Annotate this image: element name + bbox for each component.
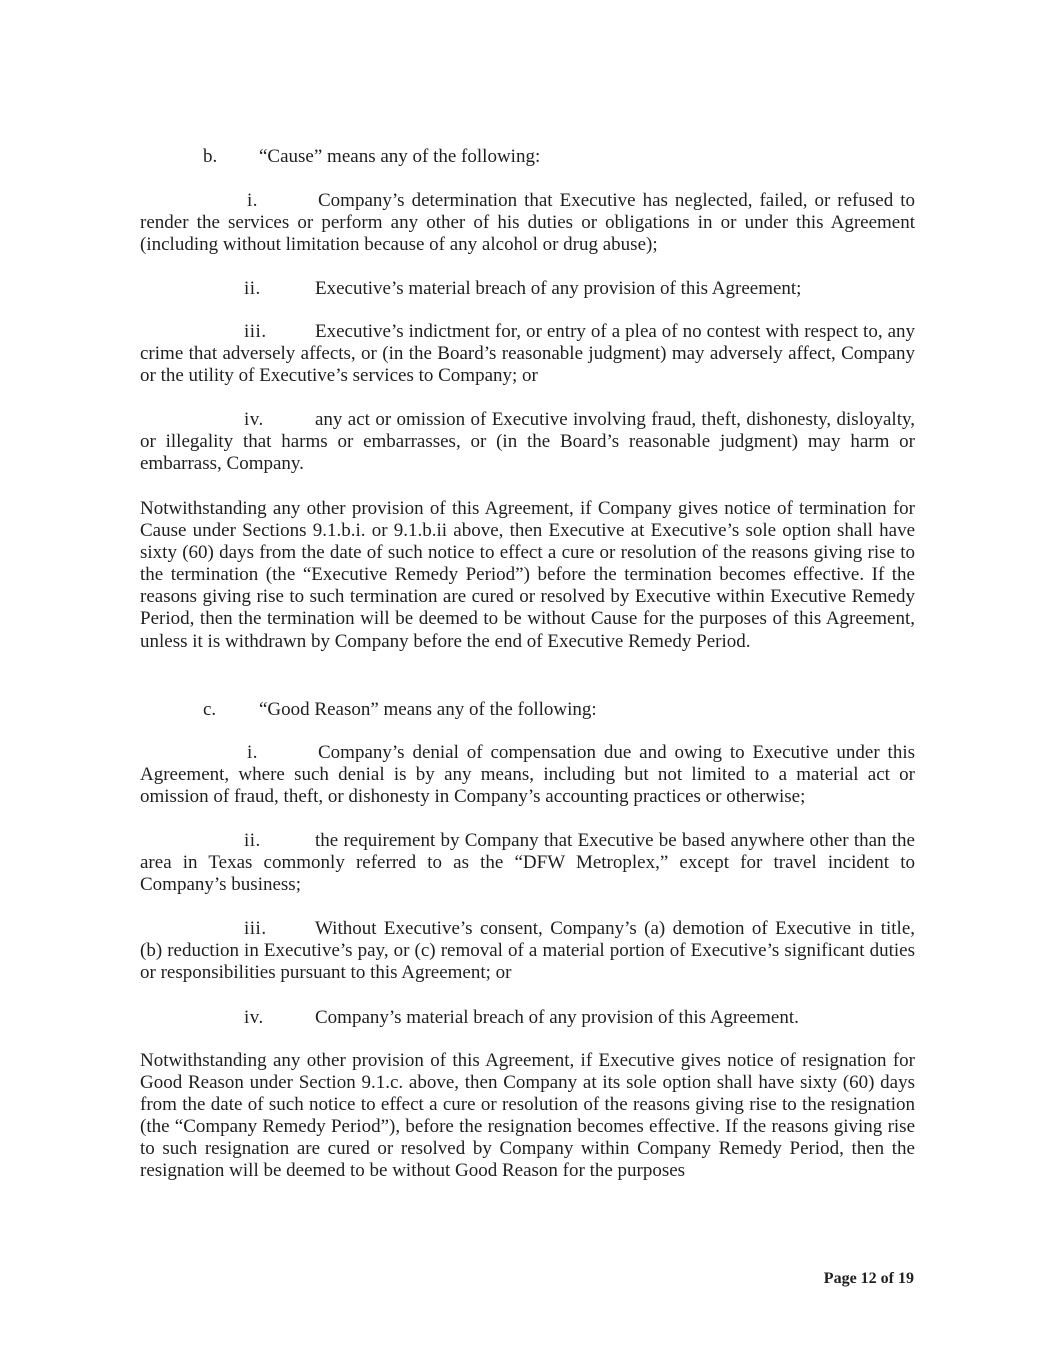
section-heading-text: “Cause” means any of the following:: [259, 146, 541, 167]
good-reason-item-3: [140, 918, 915, 984]
item-number: iii.: [244, 918, 267, 939]
item-number: iv.: [244, 409, 264, 430]
cause-notwithstanding-paragraph: Notwithstanding any other provision of this Agreement, if Company gives notice of termination for Cause under Sections 9.1.b.i. or 9.1.b.ii above, then Executive at Executive’s sole option shall have sixty (60) days from the date of such notice to effect a cure or resolution of the reasons giving rise to the termination (the “Executive Remedy Period”) before the termination becomes effective. If the reasons giving rise to such termination are cured or resolved by Executive within Executive Remedy Period, then the termination will be deemed to be without Cause for the purposes of this Agreement, unless it is withdrawn by Company before the end of Executive Remedy Period.: [140, 498, 915, 652]
item-number: i.: [247, 742, 259, 763]
item-text: Company’s determination that Executive has neglected, failed, or refused to render the services or perform any other of his duties or obligations in or under this Agreement (including without limitation because of any alcohol or drug abuse);: [140, 190, 915, 255]
item-number: iii.: [244, 321, 267, 342]
item-text: Without Executive’s consent, Company’s (a) demotion of Executive in title, (b) reduction in Executive’s pay, or (c) removal of a material portion of Executive’s significant duties or responsibilities pursuant to this Agreement; or: [140, 918, 915, 983]
item-number: ii.: [244, 830, 261, 851]
cause-item-2: [140, 278, 915, 300]
cause-item-3: [140, 321, 915, 387]
section-heading-good-reason: [203, 699, 597, 721]
section-marker: b.: [203, 146, 218, 167]
item-number: i.: [247, 190, 259, 211]
section-marker: c.: [203, 699, 217, 720]
item-text: any act or omission of Executive involving fraud, theft, dishonesty, disloyalty, or illegality that harms or embarrasses, or (in the Board’s reasonable judgment) may harm or embarrass, Company.: [140, 409, 915, 474]
item-text: Company’s denial of compensation due and owing to Executive under this Agreement, where such denial is by any means, including but not limited to a material act or omission of fraud, theft, or dishonesty in Company’s accounting practices or otherwise;: [140, 742, 915, 807]
cause-item-1: [140, 190, 915, 256]
item-number: iv.: [244, 1007, 264, 1028]
item-number: ii.: [244, 278, 261, 299]
good-reason-item-1: [140, 742, 915, 808]
item-text: the requirement by Company that Executive be based anywhere other than the area in Texas commonly referred to as the “DFW Metroplex,” except for travel incident to Company’s business;: [140, 830, 915, 895]
good-reason-notwithstanding-paragraph: Notwithstanding any other provision of this Agreement, if Executive gives notice of resignation for Good Reason under Section 9.1.c. above, then Company at its sole option shall have sixty (60) days from the date of such notice to effect a cure or resolution of the reasons giving rise to the resignation (the “Company Remedy Period”), before the resignation becomes effective. If the reasons giving rise to such resignation are cured or resolved by Company within Company Remedy Period, then the resignation will be deemed to be without Good Reason for the purposes: [140, 1050, 915, 1182]
section-heading-cause: [203, 146, 540, 168]
section-heading-text: “Good Reason” means any of the following:: [259, 699, 597, 720]
page-number-footer: Page 12 of 19: [823, 1270, 914, 1287]
item-text: Executive’s indictment for, or entry of a plea of no contest with respect to, any crime that adversely affects, or (in the Board’s reasonable judgment) may adversely affect, Company or the utility of Executive’s services to Company; or: [140, 321, 915, 386]
good-reason-item-4: [140, 1007, 915, 1029]
good-reason-item-2: [140, 830, 915, 896]
item-text: Company’s material breach of any provision of this Agreement.: [315, 1007, 799, 1028]
item-text: Executive’s material breach of any provision of this Agreement;: [315, 278, 802, 299]
cause-item-4: [140, 409, 915, 475]
